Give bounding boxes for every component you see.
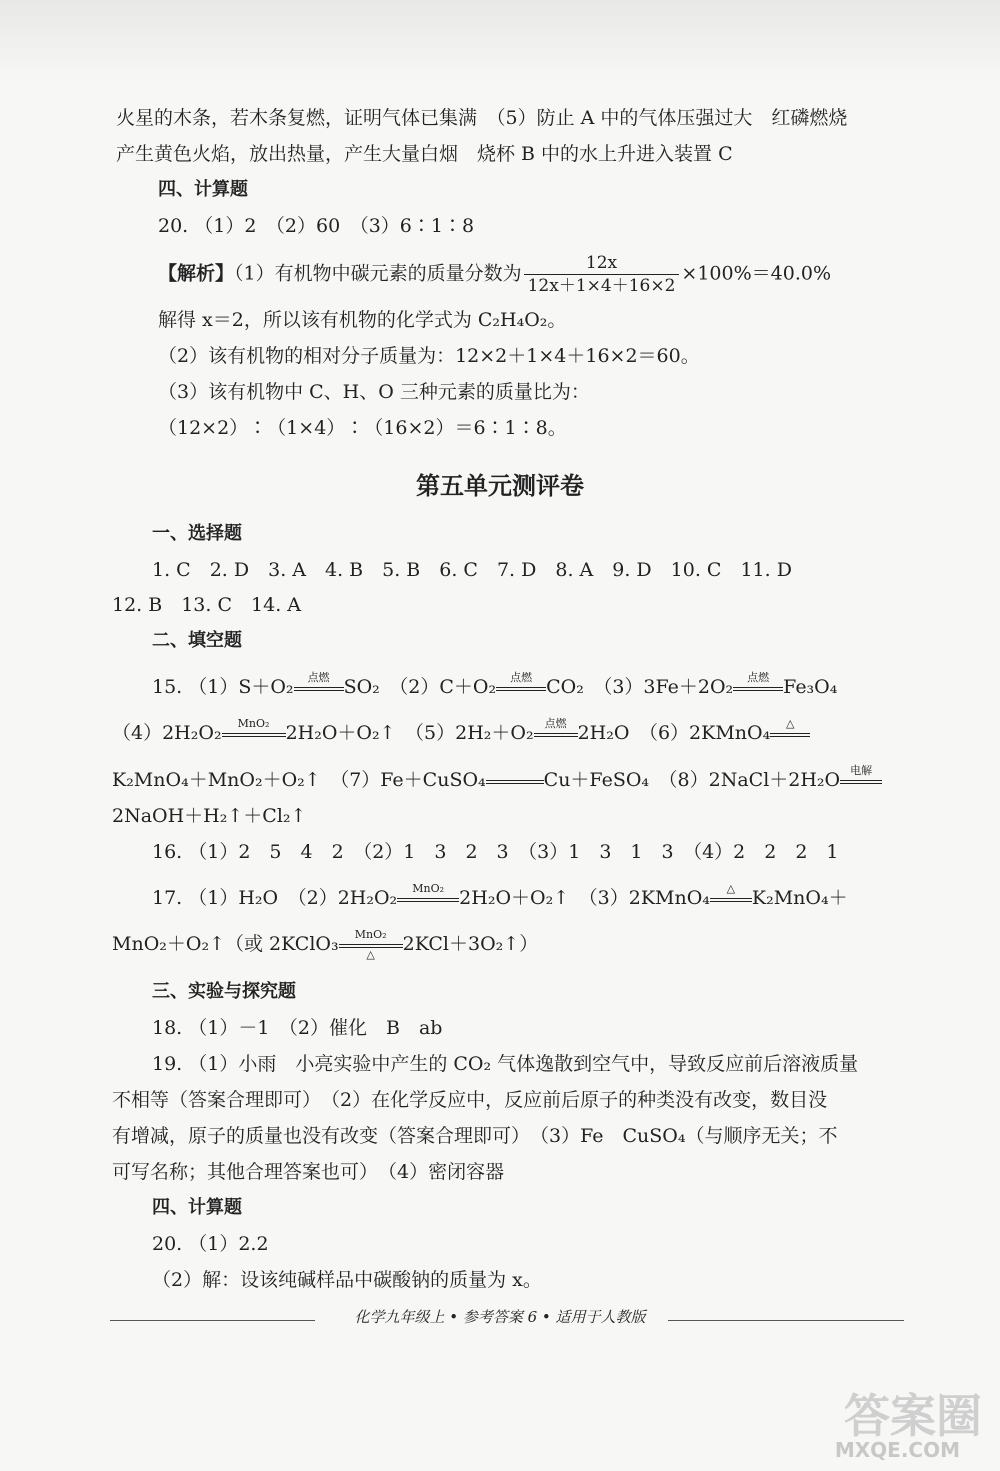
equation-line	[152, 673, 837, 702]
condition-label: 点燃	[510, 671, 533, 684]
reaction-arrow	[496, 671, 546, 702]
equation-part: 2H₂O （6）2KMnO₄	[577, 722, 771, 744]
equation-part: （4）2H₂O₂	[112, 722, 222, 744]
page-footer	[0, 1306, 1000, 1327]
analysis-text: （1）有机物中碳元素的质量分数为	[234, 262, 522, 285]
equation-part: CO₂ （3）3Fe＋2O₂	[546, 676, 734, 698]
reaction-arrow	[339, 928, 403, 961]
page-title: 第五单元测评卷	[416, 472, 584, 500]
equation-line: 2NaOH＋H₂↑＋Cl₂↑	[112, 805, 307, 827]
reaction-arrow	[770, 717, 810, 748]
answer-line: 12. B 13. C 14. A	[112, 594, 301, 616]
section-heading: 二、填空题	[152, 630, 242, 651]
condition-label: 点燃	[307, 671, 330, 684]
equation-part: SO₂ （2）C＋O₂	[343, 676, 497, 698]
section-heading: 四、计算题	[152, 1197, 242, 1218]
condition-label: △	[785, 717, 795, 730]
equation-part: Cu＋FeSO₄ （8）2NaCl＋2H₂O	[543, 769, 841, 791]
equation-line	[112, 766, 882, 795]
reaction-arrow	[294, 671, 344, 702]
watermark-logo: 答案圈	[844, 1389, 982, 1443]
answer-line: 1. C 2. D 3. A 4. B 5. B 6. C 7. D 8. A 9. D 10. C 11. D	[152, 559, 792, 581]
answer-line: 18. （1）－1 （2）催化 B ab	[152, 1017, 443, 1039]
watermark-url: MXQE.COM	[834, 1438, 960, 1462]
text-line: （3）该有机物中 C、H、O 三种元素的质量比为：	[158, 381, 590, 403]
fraction-denominator: 12x＋1×4＋16×2	[527, 276, 676, 296]
equation-line	[152, 884, 848, 913]
answer-line: 不相等（答案合理即可） （2）在化学反应中，反应前后原子的种类没有改变，数目没	[112, 1089, 828, 1111]
section-heading: 一、选择题	[152, 523, 242, 544]
reaction-arrow	[222, 717, 286, 748]
reaction-arrow	[710, 882, 752, 913]
equation-line	[112, 719, 810, 748]
condition-label: △	[726, 882, 736, 895]
equation-line	[112, 930, 538, 959]
condition-label: MnO₂	[412, 882, 445, 895]
answer-line: 20. （1）2 （2）60 （3）6∶1∶8	[158, 215, 475, 237]
reaction-arrow	[486, 767, 544, 795]
analysis-tail: ×100%＝40.0%	[681, 262, 832, 285]
section-heading: 三、实验与探究题	[152, 981, 296, 1002]
scan-shade	[0, 0, 1000, 80]
answer-line: 有增减，原子的质量也没有改变（答案合理即可） （3）Fe CuSO₄（与顺序无关；不	[112, 1125, 838, 1147]
equation-part: K₂MnO₄＋MnO₂＋O₂↑ （7）Fe＋CuSO₄	[112, 769, 486, 791]
equation-part: 15. （1）S＋O₂	[152, 676, 294, 698]
text-line: 产生黄色火焰，放出热量，产生大量白烟 烧杯 B 中的水上升进入装置 C	[116, 143, 733, 165]
condition-label: MnO₂	[237, 717, 270, 730]
equation-part: MnO₂＋O₂↑（或 2KClO₃	[112, 933, 339, 955]
section-heading: 四、计算题	[158, 179, 248, 200]
fraction-numerator: 12x	[524, 252, 680, 275]
equation-part: K₂MnO₄＋	[751, 887, 848, 909]
analysis-line	[158, 252, 831, 297]
condition-label: 电解	[850, 764, 873, 777]
answer-line: 20. （1）2.2	[152, 1233, 269, 1255]
answer-line: 16. （1）2 5 4 2 （2）1 3 2 3 （3）1 3 1 3 （4）2 2 2 1	[152, 841, 839, 863]
text-line: （2）该有机物的相对分子质量为：12×2＋1×4＋16×2＝60。	[158, 345, 700, 367]
reaction-arrow	[534, 717, 578, 748]
analysis-label: 【解析】	[158, 262, 235, 285]
condition-label: 点燃	[747, 671, 770, 684]
equation-part: 2H₂O＋O₂↑ （5）2H₂＋O₂	[285, 722, 534, 744]
answer-line: （2）解：设该纯碱样品中碳酸钠的质量为 x。	[152, 1269, 542, 1291]
text-line: （12×2）∶（1×4）∶（16×2）＝6∶1∶8。	[158, 417, 567, 439]
text-line: 火星的木条，若木条复燃，证明气体已集满 （5）防止 A 中的气体压强过大 红磷燃烧	[116, 107, 848, 129]
equation-part: 2H₂O＋O₂↑ （3）2KMnO₄	[459, 887, 710, 909]
footer-text: 化学九年级上 • 参考答案 6 • 适用于人教版	[348, 1308, 651, 1326]
answer-line: 可写名称；其他合理答案也可） （4）密闭容器	[112, 1161, 505, 1183]
condition-label: MnO₂	[354, 928, 387, 941]
text-line: 解得 x＝2，所以该有机物的化学式为 C₂H₄O₂。	[158, 309, 567, 331]
condition-label: △	[366, 948, 375, 961]
equation-part: 17. （1）H₂O （2）2H₂O₂	[152, 887, 398, 909]
reaction-arrow	[733, 671, 783, 702]
fraction	[524, 252, 680, 297]
reaction-arrow	[840, 764, 882, 795]
condition-label: 点燃	[544, 717, 567, 730]
answer-line: 19. （1）小雨 小亮实验中产生的 CO₂ 气体逸散到空气中，导致反应前后溶液质量	[152, 1053, 859, 1075]
reaction-arrow	[397, 882, 459, 913]
equation-part: Fe₃O₄	[783, 676, 838, 698]
equation-part: 2KCl＋3O₂↑）	[402, 933, 539, 955]
